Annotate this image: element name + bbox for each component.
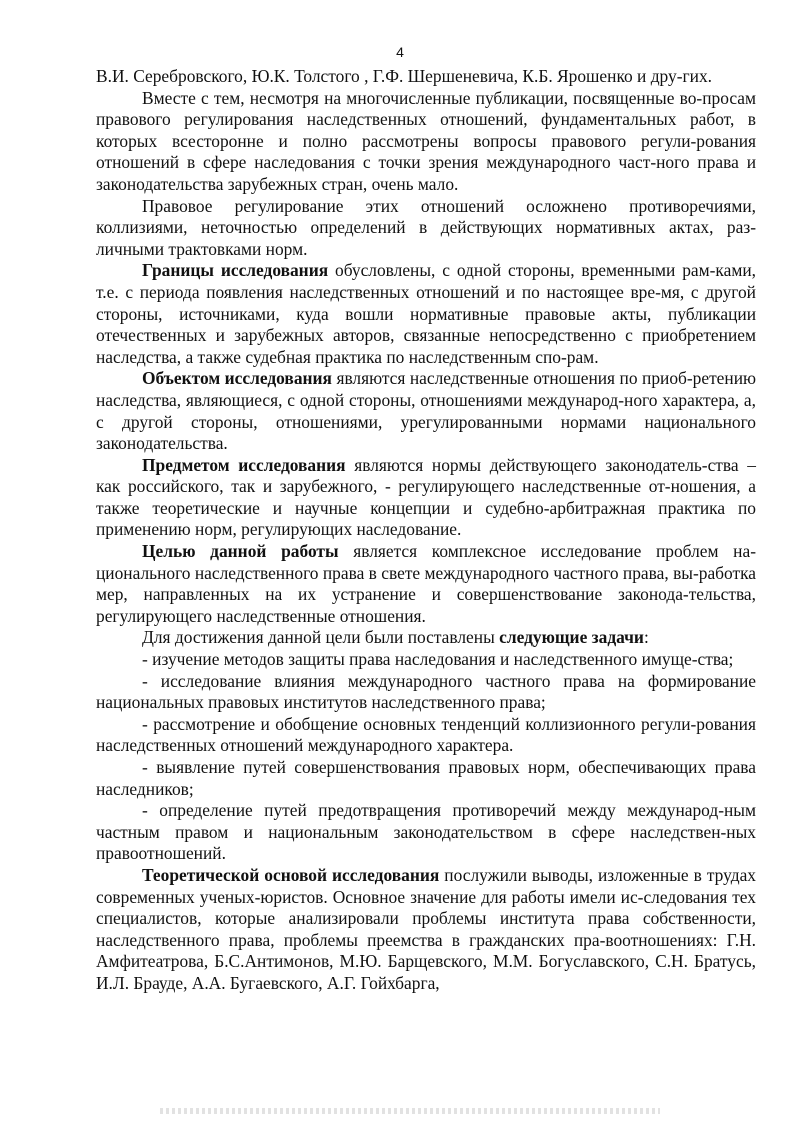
list-item-task: - рассмотрение и обобщение основных тенденций коллизионного регули-рования наследственных отношений международного характера. [96, 713, 756, 756]
paragraph-research-object [96, 368, 756, 454]
text-tasks-colon: : [643, 627, 649, 648]
paragraph-publications: Вместе с тем, несмотря на многочисленные публикации, посвященные во-просам правового регулирования наследственных отношений, фундаментальных работ, в которых всесторонне и полно рассмотрены вопросы правового регули-рования отношений в сфере наследования с точки зрения международного част-ного права и законодательства зарубежных стран, очень мало. [96, 87, 756, 194]
paragraph-tasks-intro [96, 627, 756, 649]
heading-research-subject: Предметом исследования [142, 454, 346, 475]
heading-work-goal: Целью данной работы [142, 541, 339, 562]
paragraph-continuation: В.И. Серебровского, Ю.К. Толстого , Г.Ф. Шершеневича, К.Б. Ярошенко и дру-гих. [96, 66, 712, 86]
paragraph-work-goal [96, 541, 756, 627]
heading-research-object: Объектом исследования [142, 368, 332, 389]
text-research-object: являются наследственные отношения по приоб-ретению наследства, являющиеся, с одной стороны, отношениями международ-ного характера, а, с другой стороны, отношениями, урегулированными нормами национального законодательства. [96, 368, 756, 454]
heading-tasks: следующие задачи [499, 627, 644, 648]
paragraph-research-subject [96, 455, 756, 541]
paragraph-theoretical-basis [96, 865, 756, 995]
paragraph-regulation: Правовое регулирование этих отношений осложнено противоречиями, коллизиями, неточностью определений в действующих нормативных актах, раз-личными трактовками норм. [96, 195, 756, 259]
scan-artifact-strip [160, 1108, 660, 1114]
paragraph-research-boundaries [96, 260, 756, 368]
list-item-task: - определение путей предотвращения противоречий между международ-ным частным правом и национальным законодательством в сфере наследствен-ных правоотношений. [96, 800, 756, 864]
page-number: 4 [396, 44, 404, 60]
heading-research-boundaries: Границы исследования [142, 260, 329, 281]
text-research-subject: являются нормы действующего законодатель-ства – как российского, так и зарубежного, - регулирующего наследственные от-ношения, а также теоретические и научные концепции и судебно-арбитражная практика по применению норм, регулирующих наследование. [96, 454, 756, 540]
page-body [96, 66, 756, 995]
list-item-task: - изучение методов защиты права наследования и наследственного имуще-ства; [142, 649, 734, 670]
text-theoretical-basis: послужили выводы, изложенные в трудах современных ученых-юристов. Основное значение для работы имели ис-следования тех специалистов, которые анализировали проблемы института права собственности, наследственного права, проблемы преемства в гражданских пра-воотношениях: Г.Н. Амфитеатрова, Б.С.Антимонов, М.Ю. Барщевского, М.М. Богуславского, С.Н. Братусь, И.Л. Брауде, А.А. Бугаевского, А.Г. Гойхбарга, [96, 864, 756, 993]
text-research-boundaries: обусловлены, с одной стороны, временными рам-ками, т.е. с периода появления наследственных отношений и по настоящее вре-мя, с другой стороны, источниками, куда вошли нормативные правовые акты, публикации отечественных и зарубежных авторов, связанные непосредственно с приобретением наследства, а также судебная практика по наследственным спо-рам. [96, 260, 756, 367]
heading-theoretical-basis: Теоретической основой исследования [142, 864, 440, 885]
text-work-goal: является комплексное исследование проблем на-ционального наследственного права в свете международного частного права, вы-работка мер, направленных на их устранение и совершенствование законода-тельства, регулирующего наследственные отношения. [96, 541, 756, 626]
text-tasks-intro: Для достижения данной цели были поставлены [142, 627, 500, 648]
list-item-task: - выявление путей совершенствования правовых норм, обеспечивающих права наследников; [96, 757, 756, 799]
list-item-task: - исследование влияния международного частного права на формирование национальных правовых институтов наследственного права; [96, 670, 756, 713]
